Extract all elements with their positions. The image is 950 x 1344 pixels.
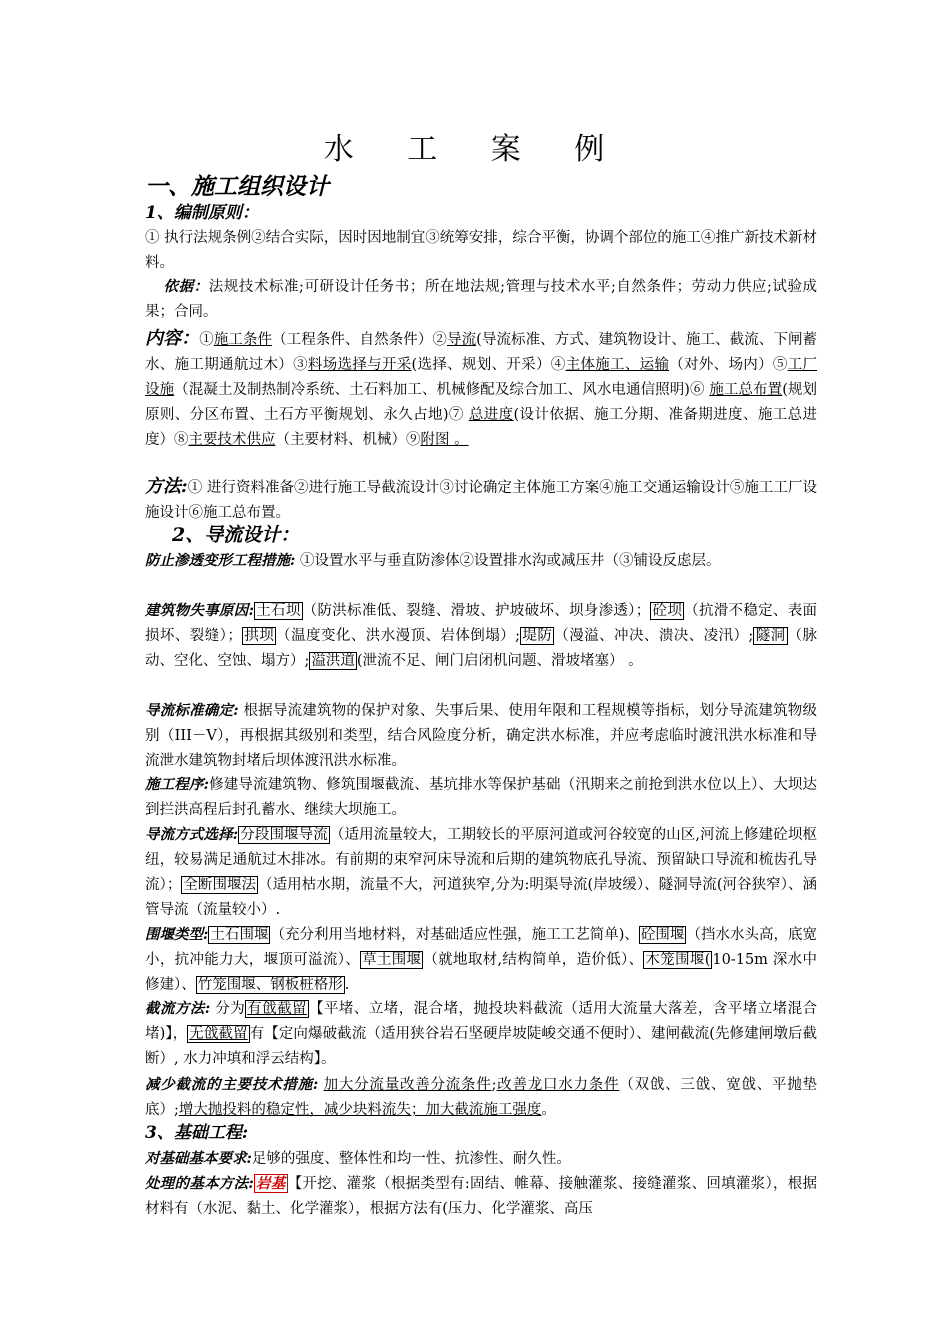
diversion-text: （适用枯水期，流量不大，河道狭窄,分为:明渠导流(岸坡缓）、隧洞导流(河谷狭窄）、涵管导流（流量较小）. xyxy=(145,877,818,918)
reduce-label: 减少截流的主要技术措施: xyxy=(145,1076,319,1093)
page-title: 水 工 案 例 xyxy=(323,132,627,167)
closure-text: 分为 xyxy=(210,1001,246,1017)
boxed-term: 砼围堰 xyxy=(640,927,685,943)
procedure-text: 修建导流建筑物、修筑围堰截流、基坑排水等保护基础（汛期来之前抢到洪水位以上）、大坝达到拦洪高程后封孔蓄水、继续大坝施工。 xyxy=(145,777,817,818)
seepage-text: ①设置水平与垂直防渗体②设置排水沟或减压井（③铺设反虑层。 xyxy=(295,553,721,569)
cofferdam-text: （挡水水头高，底宽小，抗冲能力大，堰顶可溢流）、 xyxy=(145,927,818,968)
boxed-term: 土石围堰 xyxy=(210,927,269,943)
failure-text: （温度变化、洪水漫顶、岩体倒塌）; xyxy=(276,628,520,644)
cofferdam-text: （就地取材,结构简单，造价低）、 xyxy=(423,952,644,968)
cofferdam-paragraph xyxy=(145,922,817,998)
requirements-text: 足够的强度、整体性和均一性、抗渗性、耐久性。 xyxy=(251,1151,571,1167)
closure-text: 有【定向爆破截流（适用狭谷岩石坚硬岸坡陡峻交通不便时）、建闸截流(先修建闸墩后截断）, 水力冲填和浮云结构】。 xyxy=(145,1026,817,1067)
underlined-term: 增大抛投料的稳定性，减少块料流失；加大截流施工强度 xyxy=(178,1102,542,1118)
boxed-term: 无戗截留 xyxy=(189,1026,248,1042)
cofferdam-text: （充分利用当地材料，对基础适应性强，施工工艺简单)、 xyxy=(270,927,639,943)
boxed-term: 全断围堰法 xyxy=(183,877,257,893)
boxed-term: 土石坝 xyxy=(255,603,301,619)
boxed-term: 堤防 xyxy=(521,628,553,644)
boxed-term: 分段围堰导流 xyxy=(240,827,328,843)
content-text: ① xyxy=(199,332,214,348)
closure-label: 截流方法: xyxy=(145,1000,211,1017)
diversion-paragraph xyxy=(145,822,817,923)
content-text: (设计依据、施工分期、准备期进度、施工总进度）⑧ xyxy=(145,407,818,448)
reduce-text: ; xyxy=(491,1077,497,1093)
basis-label: 依据： xyxy=(163,278,209,295)
content-label: 内容： xyxy=(145,328,200,349)
content-text: (导流标准、方式、建筑物设计、施工、截流、下闸蓄水、施工期通航过木）③ xyxy=(145,332,818,373)
standard-text: 根据导流建筑物的保护对象、失事后果、使用年限和工程规模等指标，划分导流建筑物级别（III－V），再根据其级别和类型，结合风险度分析，确定洪水标准，并应考虑临时渡汛洪水标准和导流泄水建筑物封堵后坝体渡汛洪水标准。 xyxy=(145,703,817,769)
foundation-requirements-paragraph xyxy=(145,1146,817,1172)
standard-paragraph xyxy=(145,698,817,774)
seepage-label: 防止渗透变形工程措施: xyxy=(145,552,296,569)
content-item: 附图 。 xyxy=(420,432,469,448)
standard-label: 导流标准确定: xyxy=(145,702,239,719)
boxed-term: 竹笼围堰、钢板桩格形 xyxy=(197,977,343,993)
content-item: 料场选择与开采 xyxy=(307,357,412,373)
reduce-text: （双戗、三戗、宽戗、平抛垫底）; xyxy=(145,1077,818,1118)
methods-text: 【开挖、灌浆（根据类型有:固结、帷幕、接触灌浆、接缝灌浆、回填灌浆），根据材料有（水泥、黏土、化学灌浆），根据方法有(压力、化学灌浆、高压 xyxy=(145,1176,818,1217)
content-text: （工程条件、自然条件）② xyxy=(272,332,447,348)
method-text: ① 进行资料准备②进行施工导截流设计③讨论确定主体施工方案④施工交通运输设计⑤施工工厂设施设计⑥施工总布置。 xyxy=(145,480,817,521)
cofferdam-label: 围堰类型: xyxy=(145,926,209,943)
cofferdam-text: 10-15m 深水中修建）、 xyxy=(145,952,818,993)
failure-text: （脉动、空化、空蚀、塌方）; xyxy=(145,628,818,669)
content-item: 主要技术供应 xyxy=(188,432,276,448)
boxed-term: 砼坝 xyxy=(652,603,683,619)
section-heading-construction-design: 一、施工组织设计 xyxy=(145,173,329,200)
section-heading-diversion: 2、导流设计： xyxy=(172,524,300,546)
procedure-paragraph xyxy=(145,772,817,823)
procedure-label: 施工程序: xyxy=(145,776,209,793)
boxed-term: 溢洪道 xyxy=(311,653,355,669)
failure-text: （漫溢、冲决、溃决、凌汛）; xyxy=(554,628,754,644)
underlined-term: 加大分流量改善分流条件 xyxy=(323,1077,492,1093)
basis-paragraph xyxy=(145,274,817,325)
diversion-label: 导流方式选择: xyxy=(145,826,239,843)
seepage-paragraph xyxy=(145,548,817,574)
content-text: （主要材料、机械）⑨ xyxy=(275,432,421,448)
content-item: 施工总布置 xyxy=(709,382,783,398)
boxed-term: 草土围堰 xyxy=(362,952,422,968)
content-paragraph xyxy=(145,326,817,453)
failure-text: (泄流不足、闸门启闭机问题、滑坡堵塞） 。 xyxy=(356,653,643,669)
subheading-principles: 1、编制原则： xyxy=(145,203,259,223)
failure-text: （防洪标准低、裂缝、滑坡、护坡破坏、坝身渗透）； xyxy=(302,603,651,619)
content-item: 施工条件 xyxy=(213,332,273,348)
content-item: 导流 xyxy=(447,332,477,348)
content-text: （混凝土及制热制冷系统、土石料加工、机械修配及综合加工、风水电通信照明)⑥ xyxy=(174,382,710,398)
principles-paragraph xyxy=(145,226,817,276)
closure-text: 【平堵、立堵，混合堵，抛投块料截流（适用大流量大落差，含平堵立堵混合堵)】， xyxy=(145,1001,818,1042)
failure-label: 建筑物失事原因: xyxy=(145,602,254,619)
failure-paragraph xyxy=(145,598,817,674)
requirements-label: 对基础基本要求: xyxy=(145,1150,252,1167)
reduce-text: 。 xyxy=(541,1102,556,1118)
closure-paragraph xyxy=(145,996,817,1072)
content-text: (选择、规划、开采）④ xyxy=(411,357,566,373)
reduce-paragraph xyxy=(145,1072,817,1123)
failure-text: （抗滑不稳定、表面损坏、裂缝）； xyxy=(145,603,818,644)
content-item: 工厂设施 xyxy=(145,357,818,398)
content-item: 总进度 xyxy=(468,407,514,423)
boxed-term: 木笼围堰( xyxy=(645,952,711,968)
subheading-foundation: 3、基础工程: xyxy=(145,1123,249,1143)
basis-text: 法规技术标准;可研设计任务书；所在地法规;管理与技术水平;自然条件；劳动力供应;试验成果；合同。 xyxy=(145,279,817,320)
diversion-text: （适用流量较大，工期较长的平原河道或河谷较宽的山区,河流上修建砼坝枢纽，较易满足通航过木排冰。有前期的束窄河床导流和后期的建筑物底孔导流、预留缺口导流和梳齿孔导流）； xyxy=(145,827,817,893)
method-label: 方法: xyxy=(145,476,188,497)
rock-foundation-term: 岩基 xyxy=(255,1175,286,1192)
boxed-term: 有戗截留 xyxy=(247,1001,307,1017)
cofferdam-text: . xyxy=(344,977,350,993)
foundation-methods-paragraph xyxy=(145,1171,817,1222)
boxed-term: 拱坝 xyxy=(243,628,275,644)
content-text: (规划原则、分区布置、土石方平衡规划、永久占地)⑦ xyxy=(145,382,818,423)
principles-text: ① 执行法规条例②结合实际，因时因地制宜③统筹安排，综合平衡，协调个部位的施工④推广新技术新材料。 xyxy=(145,230,817,271)
content-item: 主体施工、运输 xyxy=(565,357,670,373)
boxed-term: 隧洞 xyxy=(755,628,786,644)
methods-label: 处理的基本方法: xyxy=(145,1175,254,1192)
underlined-term: 改善龙口水力条件 xyxy=(496,1077,620,1093)
method-paragraph xyxy=(145,474,817,526)
content-text: （对外、场内）⑤ xyxy=(669,357,788,373)
